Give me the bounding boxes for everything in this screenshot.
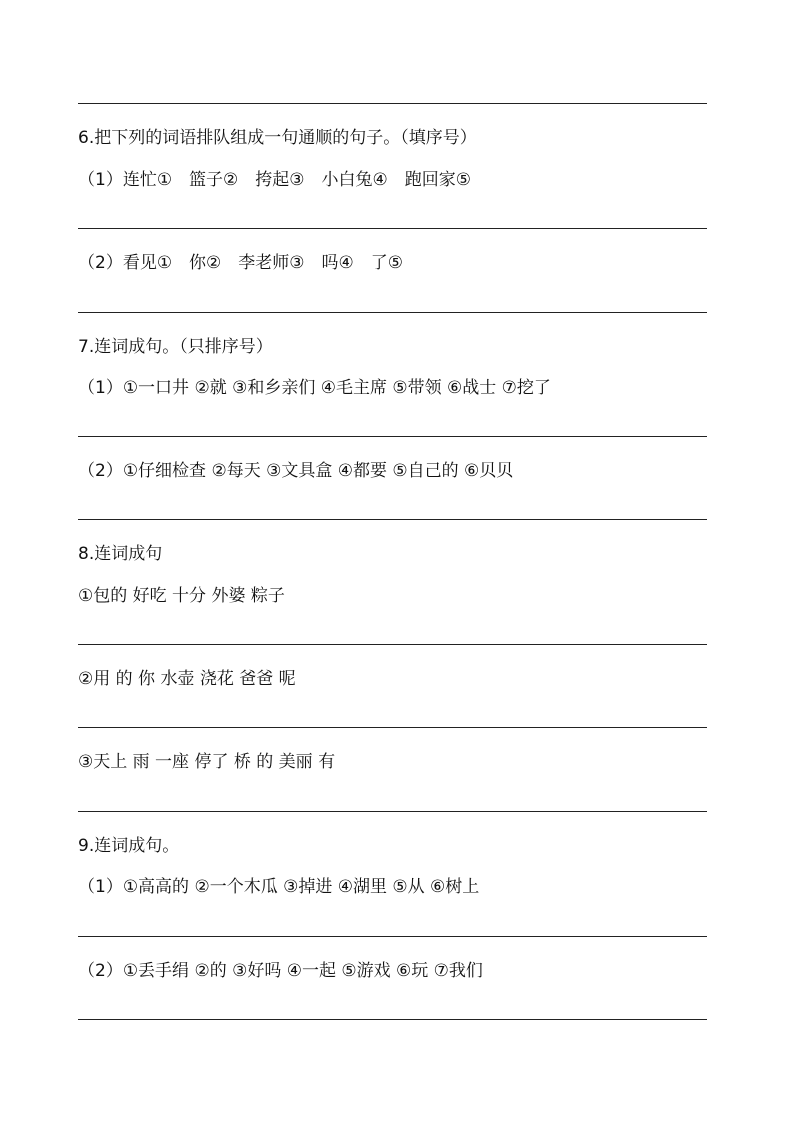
question-6-title: 6.把下列的词语排队组成一句通顺的句子。（填序号） xyxy=(78,128,477,148)
answer-line xyxy=(78,936,707,937)
question-8-item-1: ①包的 好吃 十分 外婆 粽子 xyxy=(78,586,285,606)
answer-line xyxy=(78,103,707,104)
question-6-item-1: （1）连忙① 篮子② 挎起③ 小白兔④ 跑回家⑤ xyxy=(78,170,472,190)
answer-line xyxy=(78,811,707,812)
question-8-title: 8.连词成句 xyxy=(78,544,163,564)
answer-line xyxy=(78,644,707,645)
question-6-item-2: （2）看见① 你② 李老师③ 吗④ 了⑤ xyxy=(78,253,404,273)
question-9-item-2: （2）①丢手绢 ②的 ③好吗 ④一起 ⑤游戏 ⑥玩 ⑦我们 xyxy=(78,961,483,981)
answer-line xyxy=(78,312,707,313)
answer-line xyxy=(78,1019,707,1020)
answer-line xyxy=(78,519,707,520)
question-9-item-1: （1）①高高的 ②一个木瓜 ③掉进 ④湖里 ⑤从 ⑥树上 xyxy=(78,877,480,897)
question-8-item-2: ②用 的 你 水壶 浇花 爸爸 呢 xyxy=(78,669,296,689)
answer-line xyxy=(78,727,707,728)
question-7-item-2: （2）①仔细检查 ②每天 ③文具盒 ④都要 ⑤自己的 ⑥贝贝 xyxy=(78,461,514,481)
question-7-item-1: （1）①一口井 ②就 ③和乡亲们 ④毛主席 ⑤带领 ⑥战士 ⑦挖了 xyxy=(78,378,551,398)
question-8-item-3: ③天上 雨 一座 停了 桥 的 美丽 有 xyxy=(78,752,336,772)
question-9-title: 9.连词成句。 xyxy=(78,836,180,856)
question-7-title: 7.连词成句。（只排序号） xyxy=(78,337,273,357)
answer-line xyxy=(78,436,707,437)
answer-line xyxy=(78,228,707,229)
